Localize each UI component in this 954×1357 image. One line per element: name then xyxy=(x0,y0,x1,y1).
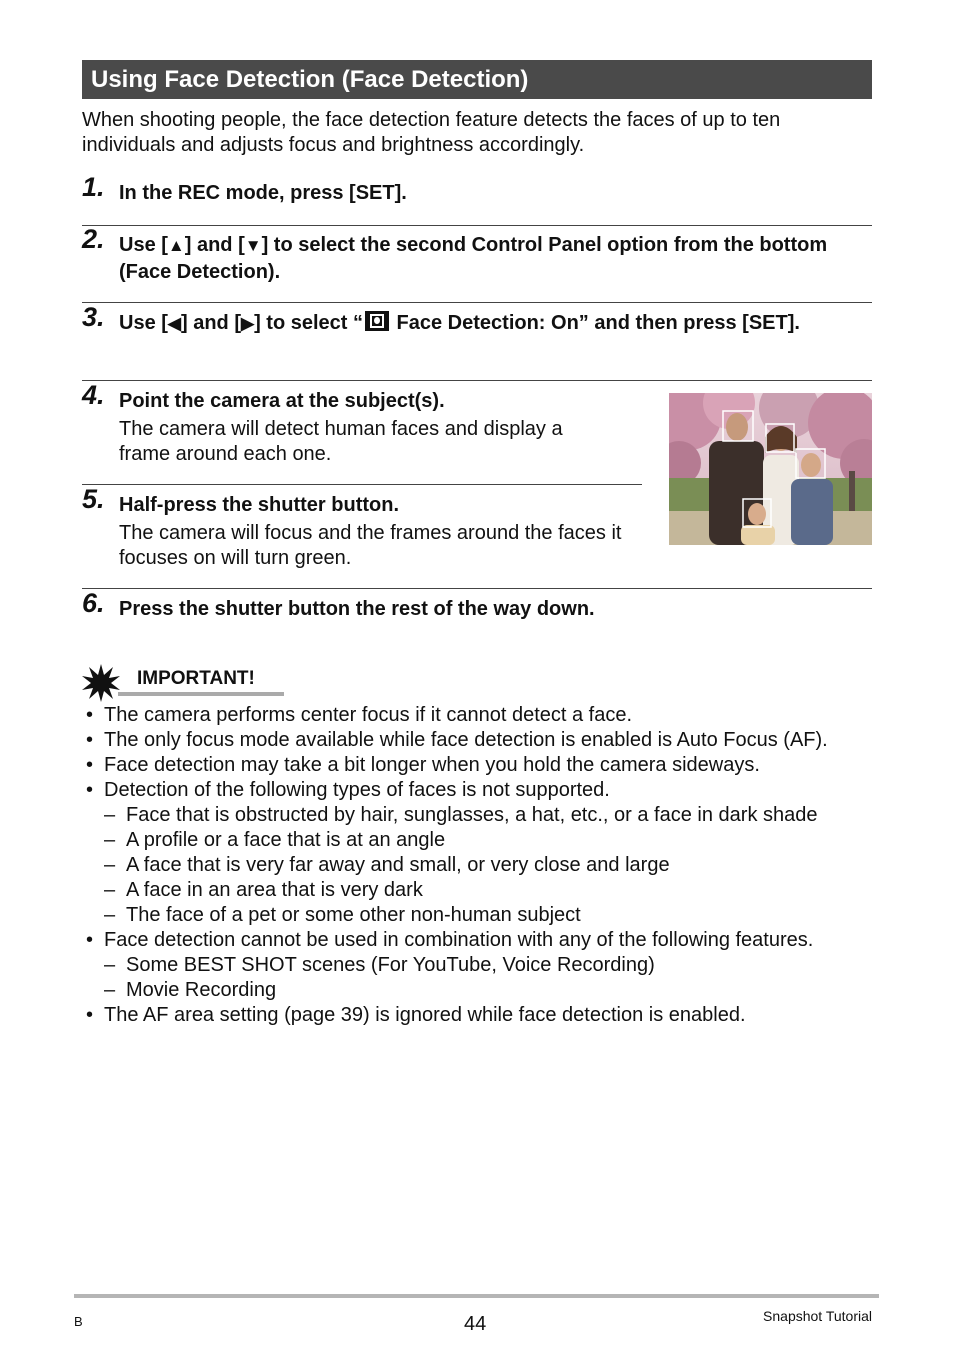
list-item: • The camera performs center focus if it cannot detect a face. xyxy=(86,704,633,726)
intro-paragraph: When shooting people, the face detection feature detects the faces of up to ten individuals and adjusts focus and brightness accordingly. xyxy=(82,109,781,156)
step-text: Use [◀] and [▶] to select “ Face Detection: On” and then press [SET]. xyxy=(119,312,800,334)
step-number: 5. xyxy=(82,484,105,514)
up-arrow-icon: ▲ xyxy=(167,236,185,255)
face-detection-icon xyxy=(365,311,389,331)
step-description: The camera will detect human faces and display a frame around each one. xyxy=(119,418,563,465)
list-item: • Detection of the following types of faces is not supported. xyxy=(86,779,610,801)
step-text: Point the camera at the subject(s). xyxy=(119,390,445,412)
sub-list-item: – A profile or a face that is at an angle xyxy=(104,829,446,851)
divider xyxy=(82,484,642,485)
step-number: 6. xyxy=(82,588,105,618)
footer-section-name: Snapshot Tutorial xyxy=(763,1308,872,1324)
list-item: • The AF area setting (page 39) is ignored while face detection is enabled. xyxy=(86,1004,746,1026)
important-notes xyxy=(82,703,882,1028)
sub-list-item: – Face that is obstructed by hair, sunglasses, a hat, etc., or a face in dark shade xyxy=(104,804,818,826)
sub-list-item: – The face of a pet or some other non-human subject xyxy=(104,904,581,926)
down-arrow-icon: ▼ xyxy=(244,236,262,255)
right-arrow-icon: ▶ xyxy=(240,314,255,333)
step-text: In the REC mode, press [SET]. xyxy=(119,182,407,204)
footer-language-code: B xyxy=(74,1314,83,1329)
step-text: Use [▲] and [▼] to select the second Control Panel option from the bottom (Face Detection). xyxy=(119,234,828,283)
step-text: Press the shutter button the rest of the way down. xyxy=(119,598,595,620)
step-number: 1. xyxy=(82,172,105,202)
important-underline xyxy=(118,692,284,696)
left-arrow-icon: ◀ xyxy=(167,314,181,333)
step-description: The camera will focus and the frames around the faces it focuses on will turn green. xyxy=(119,522,622,569)
list-item: • Face detection may take a bit longer when you hold the camera sideways. xyxy=(86,754,760,776)
starburst-icon xyxy=(82,664,120,707)
face-detection-photo xyxy=(669,393,872,545)
page-number: 44 xyxy=(464,1313,487,1335)
divider xyxy=(82,225,872,226)
photo-illustration xyxy=(669,393,872,545)
sub-list-item: – A face in an area that is very dark xyxy=(104,879,423,901)
section-title: Using Face Detection (Face Detection) xyxy=(82,60,872,99)
divider xyxy=(82,302,872,303)
list-item: • Face detection cannot be used in combination with any of the following features. xyxy=(86,929,814,951)
divider xyxy=(82,588,872,589)
step-number: 2. xyxy=(82,224,105,254)
sub-list-item: – A face that is very far away and small, or very close and large xyxy=(104,854,670,876)
footer-rule xyxy=(74,1294,879,1298)
important-label: IMPORTANT! xyxy=(137,668,255,689)
divider xyxy=(82,380,872,381)
step-text: Half-press the shutter button. xyxy=(119,494,400,516)
step-number: 4. xyxy=(82,380,105,410)
sub-list-item: – Movie Recording xyxy=(104,979,277,1001)
step-number: 3. xyxy=(82,302,105,332)
sub-list-item: – Some BEST SHOT scenes (For YouTube, Voice Recording) xyxy=(104,954,655,976)
list-item: • The only focus mode available while face detection is enabled is Auto Focus (AF). xyxy=(86,729,828,751)
